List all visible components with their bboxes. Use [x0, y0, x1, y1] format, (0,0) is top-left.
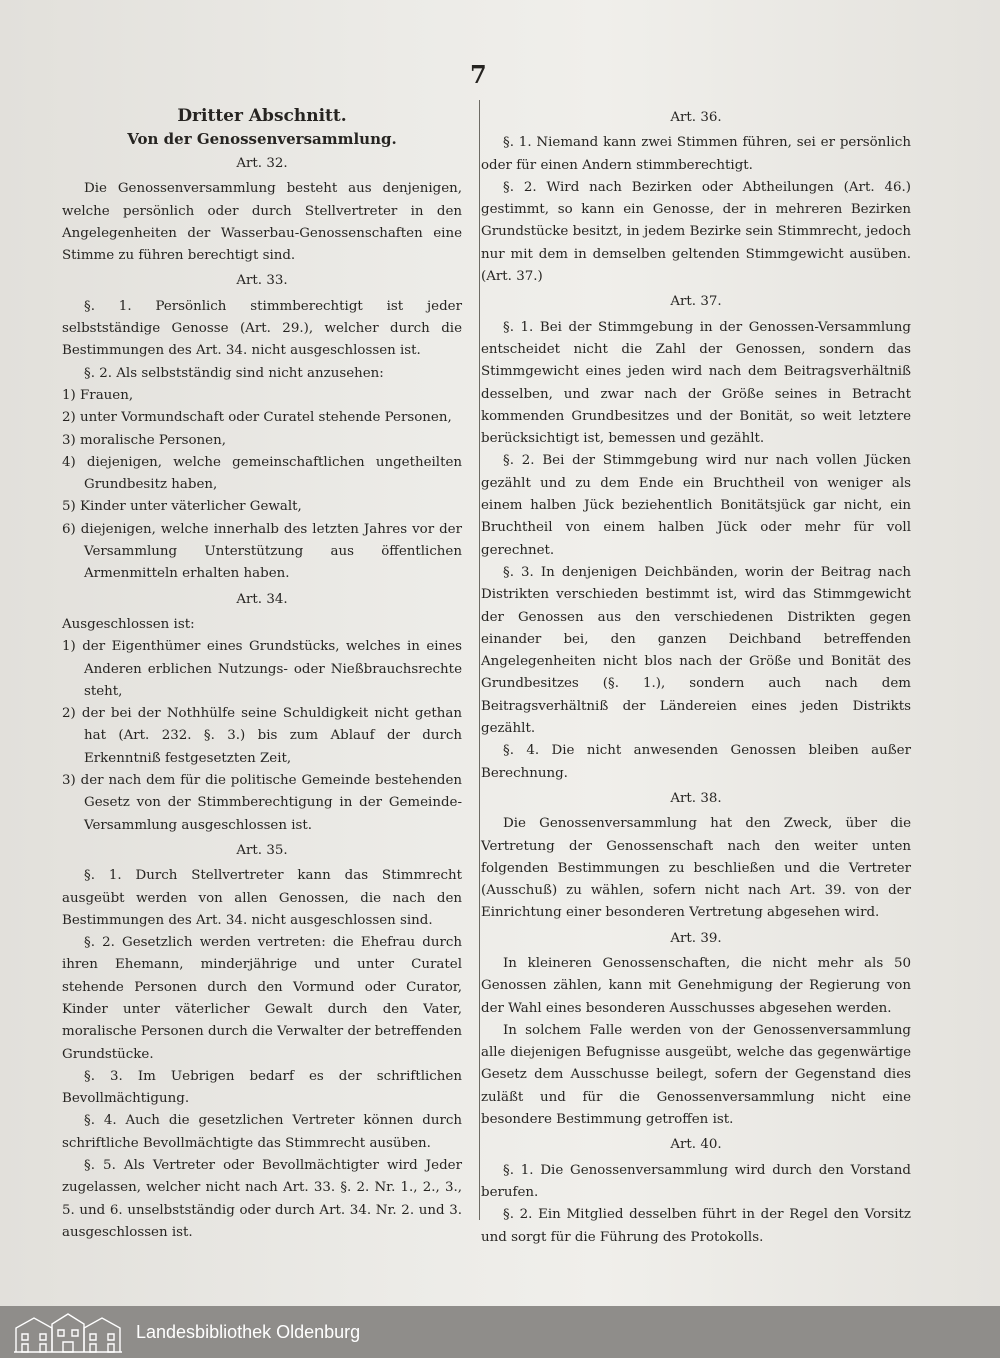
- paragraph: §. 1. Die Genossenversammlung wird durch den Vorstand berufen.: [481, 1162, 911, 1200]
- article-heading: Art. 34.: [236, 591, 288, 607]
- article-heading: Art. 33.: [236, 273, 288, 289]
- paragraph: Die Genossenversammlung hat den Zweck, über die Vertretung der Genossenschaft nach den weiter unten folgenden Bestimmungen zu beschließen und die Vertreter (Ausschuß) zu wählen, sofern nicht nach Art. 39. von der Einrichtung einer besonderen Vertretung abgesehen wird.: [481, 816, 911, 921]
- paragraph: §. 1. Durch Stellvertreter kann das Stimmrecht ausgeübt werden von allen Genossen, die nach den Bestimmungen des Art. 34. nicht ausgeschlossen sind.: [62, 868, 462, 928]
- paragraph: In kleineren Genossenschaften, die nicht mehr als 50 Genossen zählen, kann mit Genehmigung der Regierung von der Wahl eines besonderen Ausschusses abgesehen werden.: [481, 955, 911, 1016]
- article-heading: Art. 32.: [236, 156, 288, 171]
- paragraph: §. 4. Die nicht anwesenden Genossen bleiben außer Berechnung.: [481, 743, 911, 781]
- article-heading: Art. 39.: [670, 930, 722, 946]
- column-divider: [479, 100, 480, 1220]
- paragraph: §. 1. Niemand kann zwei Stimmen führen, sei er persönlich oder für einen Andern stimmberechtigt.: [481, 135, 911, 173]
- paragraph: §. 3. In denjenigen Deichbänden, worin der Beitrag nach Distrikten verschieden bestimmt ist, wird das Stimmgewicht der Genossen aus den verschiedenen Distrikten gegen einander bei, den ganzen Deichband betreffenden Angelegenheiten nicht blos nach der Größe und Bonität des Grundbesitzes (§. 1.), sondern auch nach dem Beitragsverhältniß der Ländereien eines jeden Distrikts gezählt.: [481, 564, 911, 737]
- paragraph: Die Genossenversammlung besteht aus denjenigen, welche persönlich oder durch Stellvertreter in den Angelegenheiten der Wasserbau-Genossenschaften eine Stimme zu führen berechtigt sind.: [62, 181, 462, 264]
- list-item: 3) moralische Personen,: [62, 432, 226, 448]
- list-item: 2) der bei der Nothhülfe seine Schuldigkeit nicht gethan hat (Art. 232. §. 3.) bis zum Ablauf der durch Erkenntniß festgesetzten Zeit,: [62, 706, 462, 766]
- footer-bar: [0, 1306, 1000, 1358]
- article-heading: Art. 35.: [236, 842, 288, 858]
- right-column: [481, 104, 911, 1249]
- article-heading: Art. 36.: [670, 110, 722, 125]
- article-heading: Art. 40.: [670, 1137, 722, 1153]
- library-name: Landesbibliothek Oldenburg: [136, 1321, 361, 1342]
- page-number: 7: [470, 60, 487, 89]
- paragraph: §. 1. Persönlich stimmberechtigt ist jeder selbstständige Genosse (Art. 29.), welcher durch die Bestimmungen des Art. 34. nicht ausgeschlossen ist.: [62, 298, 462, 359]
- list-item: 1) Frauen,: [62, 387, 134, 403]
- paragraph: In solchem Falle werden von der Genossenversammlung alle diejenigen Befugnisse ausgeübt, welche das gegenwärtige Gesetz dem Ausschusse beilegt, sofern der Gegenstand dies zuläßt und für die Genossenversammlung nicht eine besondere Bestimmung getroffen ist.: [481, 1022, 911, 1128]
- library-building-icon: [12, 1310, 124, 1354]
- list-item: 4) diejenigen, welche gemeinschaftlichen ungetheilten Grundbesitz haben,: [62, 454, 462, 493]
- list-item: 5) Kinder unter väterlicher Gewalt,: [62, 499, 302, 515]
- section-subtitle: Von der Genossenversammlung.: [127, 130, 397, 148]
- paragraph: §. 2. Wird nach Bezirken oder Abtheilungen (Art. 46.) gestimmt, so kann ein Genosse, der in mehreren Bezirken Grundstücke besitzt, in jedem Bezirke sein Stimmrecht, jedoch nur mit dem in demselben geltenden Stimmgewicht ausüben. (Art. 37.): [481, 179, 911, 285]
- paragraph: Ausgeschlossen ist:: [62, 616, 195, 632]
- paragraph: §. 3. Im Uebrigen bedarf es der schriftlichen Bevollmächtigung.: [62, 1068, 462, 1107]
- list-item: 3) der nach dem für die politische Gemeinde bestehenden Gesetz von der Stimmberechtigung in der Gemeinde-Versammlung ausgeschlossen ist.: [62, 773, 462, 833]
- left-column: [62, 104, 462, 1244]
- list-item: 6) diejenigen, welche innerhalb des letzten Jahres vor der Versammlung Unterstützung aus öffentlichen Armenmitteln erhalten haben.: [62, 521, 462, 582]
- list-item: 2) unter Vormundschaft oder Curatel stehende Personen,: [62, 410, 452, 426]
- section-title: Dritter Abschnitt.: [177, 106, 347, 126]
- paragraph: §. 5. Als Vertreter oder Bevollmächtigter wird Jeder zugelassen, welcher nicht nach Art. 33. §. 2. Nr. 1., 2., 3., 5. und 6. unselbstständig oder durch Art. 34. Nr. 2. und 3. ausgeschlossen ist.: [62, 1158, 462, 1240]
- paragraph: §. 2. Bei der Stimmgebung wird nur nach vollen Jücken gezählt und zu dem Ende ein Bruchtheil von weniger als einem halben Jück beziehentlich Bonitätsjück gar nicht, ein Bruchtheil von einem halben Jück oder mehr für voll gerechnet.: [481, 453, 911, 558]
- article-heading: Art. 38.: [670, 790, 722, 806]
- list-item: 1) der Eigenthümer eines Grundstücks, welches in eines Anderen erblichen Nutzungs- oder Nießbrauchsrechte steht,: [62, 639, 462, 699]
- paragraph: §. 1. Bei der Stimmgebung in der Genossen-Versammlung entscheidet nicht die Zahl der Genossen, sondern das Stimmgewicht eines jeden wird nach dem Beitragsverhältniß desselben, und zwar nach der Größe seines in Betracht kommenden Grundbesitzes und der Bonität, so weit letztere berücksichtigt ist, bemessen und gezählt.: [481, 319, 911, 447]
- paragraph: §. 2. Gesetzlich werden vertreten: die Ehefrau durch ihren Ehemann, minderjährige und unter Curatel stehende Personen durch den Vormund oder Curator, Kinder unter väterlicher Gewalt durch den Vater, moralische Personen durch die Verwalter der betreffenden Grundstücke.: [62, 935, 462, 1062]
- paragraph: §. 2. Ein Mitglied desselben führt in der Regel den Vorsitz und sorgt für die Führung des Protokolls.: [481, 1207, 911, 1245]
- paragraph: §. 4. Auch die gesetzlichen Vertreter können durch schriftliche Bevollmächtigte das Stimmrecht ausüben.: [62, 1113, 462, 1151]
- article-heading: Art. 37.: [670, 294, 722, 310]
- paragraph: §. 2. Als selbstständig sind nicht anzusehen:: [84, 365, 384, 381]
